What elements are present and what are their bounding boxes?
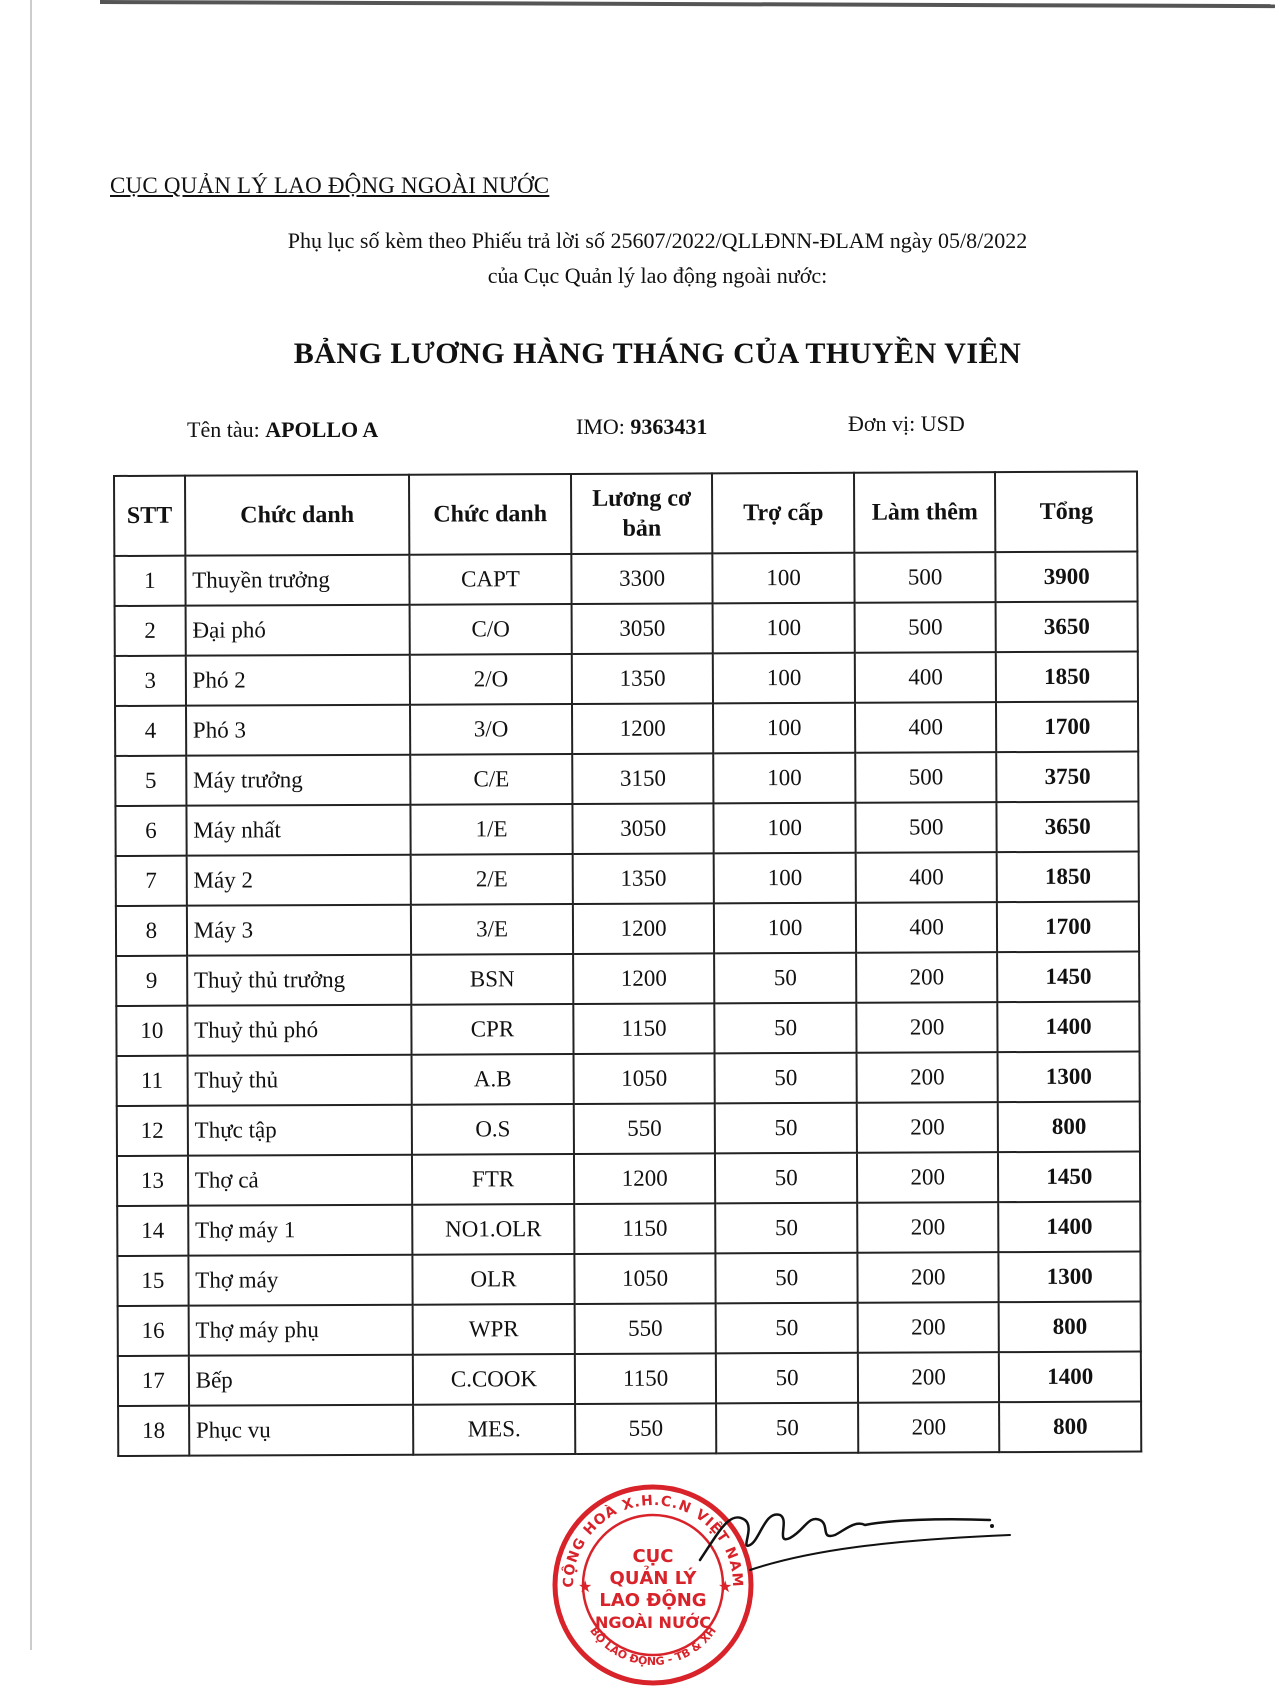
cell-total: 1400 [999,1202,1141,1253]
cell-title-code: 3/E [411,904,573,955]
cell-total: 3750 [997,752,1139,803]
cell-stt: 15 [117,1256,188,1306]
cell-base-salary: 3150 [572,753,714,804]
currency-unit [848,411,965,437]
cell-total: 1300 [999,1252,1141,1303]
cell-title-vi: Thợ máy 1 [188,1205,413,1256]
cell-title-vi: Phó 2 [186,655,411,706]
cell-title-code: C.COOK [413,1354,575,1405]
cell-allowance: 100 [714,803,856,854]
table-row [116,1002,1139,1056]
svg-text:★: ★ [718,1577,733,1596]
cell-total: 800 [998,1102,1140,1153]
cell-stt: 13 [117,1156,188,1206]
header-total: Tổng [995,472,1137,553]
cell-stt: 17 [118,1356,189,1406]
header-title-code: Chức danh [409,474,571,555]
cell-base-salary: 3300 [571,553,713,604]
cell-allowance: 50 [715,1103,857,1154]
cell-overtime: 200 [858,1352,1000,1403]
header-overtime: Làm thêm [854,472,996,553]
cell-base-salary: 1200 [573,903,715,954]
cell-overtime: 200 [856,952,998,1003]
svg-text:CỘNG HOÀ X.H.C.N VIỆT NAM: CỘNG HOÀ X.H.C.N VIỆT NAM [560,1492,746,1588]
cell-stt: 3 [115,656,186,706]
cell-stt: 12 [117,1106,188,1156]
cell-stt: 8 [116,906,187,956]
cell-title-code: 2/E [411,854,573,905]
cell-stt: 11 [117,1056,188,1106]
cell-total: 800 [999,1302,1141,1353]
cell-allowance: 100 [713,653,855,704]
unit-label: Đơn vị: [848,411,916,436]
cell-overtime: 400 [855,702,997,753]
cell-allowance: 50 [716,1253,858,1304]
table-row [115,652,1138,706]
cell-stt: 14 [117,1206,188,1256]
cell-total: 1400 [998,1002,1140,1053]
cell-title-code: OLR [413,1254,575,1305]
cell-title-code: O.S [412,1104,574,1155]
header-title-vi: Chức danh [185,475,410,556]
table-row [117,1202,1140,1256]
header-allowance: Trợ cấp [712,473,854,554]
cell-title-code: WPR [413,1304,575,1355]
cell-title-code: 3/O [410,704,572,755]
cell-stt: 5 [115,756,186,806]
ship-label: Tên tàu: [187,417,260,442]
cell-stt: 4 [115,706,186,756]
cell-base-salary: 550 [575,1403,717,1454]
cell-stt: 9 [116,956,187,1006]
ship-value: APOLLO A [265,417,379,442]
handwritten-signature [690,1490,1020,1580]
cell-allowance: 50 [716,1403,858,1454]
cell-title-vi: Bếp [189,1355,414,1406]
cell-stt: 1 [114,556,185,606]
cell-title-code: FTR [412,1154,574,1205]
cell-overtime: 200 [858,1302,1000,1353]
cell-overtime: 500 [855,752,997,803]
svg-text:★: ★ [578,1577,593,1596]
cell-overtime: 500 [854,552,996,603]
table-row [117,1152,1140,1206]
cell-allowance: 50 [716,1353,858,1404]
ship-name [187,417,378,443]
cell-overtime: 400 [855,652,997,703]
cell-title-vi: Thuyền trưởng [185,555,410,606]
cell-title-vi: Thực tập [188,1105,413,1156]
table-row [118,1302,1141,1356]
cell-total: 1850 [997,852,1139,903]
cell-title-vi: Phó 3 [186,705,411,756]
cell-allowance: 50 [715,1003,857,1054]
cell-allowance: 50 [715,1053,857,1104]
cell-total: 3900 [996,552,1138,603]
cell-base-salary: 1200 [573,953,715,1004]
cell-overtime: 500 [855,802,997,853]
cell-allowance: 100 [714,903,856,954]
cell-total: 3650 [997,802,1139,853]
cell-total: 800 [999,1402,1141,1453]
cell-title-code: 1/E [411,804,573,855]
cell-overtime: 200 [857,1102,999,1153]
cell-stt: 10 [116,1006,187,1056]
cell-base-salary: 1150 [574,1203,716,1254]
cell-total: 1700 [997,902,1139,953]
cell-title-vi: Máy 3 [187,905,412,956]
svg-text:LAO ĐỘNG: LAO ĐỘNG [599,1590,707,1611]
cell-title-code: A.B [412,1054,574,1105]
cell-title-code: BSN [411,954,573,1005]
cell-stt: 18 [118,1406,189,1456]
cell-allowance: 100 [713,603,855,654]
cell-allowance: 100 [713,703,855,754]
cell-title-code: MES. [413,1404,575,1455]
cell-overtime: 200 [856,1052,998,1103]
cell-title-code: CPR [411,1004,573,1055]
cell-title-vi: Đại phó [185,605,410,656]
cell-base-salary: 1050 [574,1253,716,1304]
cell-allowance: 50 [715,1153,857,1204]
cell-overtime: 500 [854,602,996,653]
cell-overtime: 200 [858,1402,1000,1453]
cell-stt: 16 [118,1306,189,1356]
appendix-line-1: Phụ lục số kèm theo Phiếu trả lời số 25607/2022/QLLĐNN-ĐLAM ngày 05/8/2022 [287,228,1028,253]
table-row [118,1352,1141,1406]
cell-stt: 7 [116,856,187,906]
cell-title-vi: Máy 2 [186,855,411,906]
cell-base-salary: 550 [575,1303,717,1354]
cell-overtime: 200 [856,1002,998,1053]
imo-label: IMO: [576,414,625,439]
imo-value: 9363431 [630,414,708,439]
cell-base-salary: 550 [574,1103,716,1154]
cell-title-vi: Phục vụ [189,1405,414,1456]
cell-base-salary: 3050 [571,603,713,654]
cell-allowance: 50 [716,1303,858,1354]
svg-text:QUẢN LÝ: QUẢN LÝ [609,1568,697,1589]
cell-base-salary: 1350 [572,653,714,704]
table-row [115,752,1138,806]
document-title: BẢNG LƯƠNG HÀNG THÁNG CỦA THUYỀN VIÊN [293,337,1022,370]
cell-stt: 6 [115,806,186,856]
cell-allowance: 50 [716,1203,858,1254]
cell-base-salary: 1350 [573,853,715,904]
cell-title-code: C/O [410,604,572,655]
cell-title-vi: Thợ máy phụ [188,1305,413,1356]
table-row [115,802,1138,856]
cell-total: 1450 [998,1152,1140,1203]
agency-name: CỤC QUẢN LÝ LAO ĐỘNG NGOÀI NƯỚC [110,173,550,198]
cell-overtime: 200 [857,1252,999,1303]
cell-title-vi: Thuỷ thủ trưởng [187,955,412,1006]
table-header-row [114,472,1137,556]
table-row [115,702,1138,756]
table-row [116,902,1139,956]
cell-title-code: C/E [410,754,572,805]
cell-title-vi: Thuỷ thủ phó [187,1005,412,1056]
cell-overtime: 200 [857,1202,999,1253]
cell-total: 1850 [996,652,1138,703]
table-row [117,1102,1140,1156]
cell-allowance: 100 [714,853,856,904]
cell-title-code: NO1.OLR [412,1204,574,1255]
cell-title-vi: Thợ cả [188,1155,413,1206]
table-row [115,602,1138,656]
cell-total: 1700 [996,702,1138,753]
cell-total: 1450 [998,952,1140,1003]
cell-overtime: 200 [857,1152,999,1203]
cell-overtime: 400 [856,902,998,953]
svg-text:BỘ LAO ĐỘNG - TB & XH: BỘ LAO ĐỘNG - TB & XH [587,1624,719,1669]
cell-title-vi: Máy nhất [186,805,411,856]
cell-title-vi: Máy trưởng [186,755,411,806]
imo-number [576,414,707,440]
cell-total: 1400 [999,1352,1141,1403]
cell-allowance: 100 [713,553,855,604]
table-row [114,552,1137,606]
table-row [117,1052,1140,1106]
cell-total: 3650 [996,602,1138,653]
svg-text:NGOÀI NƯỚC: NGOÀI NƯỚC [594,1613,712,1632]
cell-allowance: 100 [714,753,856,804]
header-stt: STT [114,476,185,556]
table-row [118,1402,1141,1456]
cell-title-vi: Thợ máy [188,1255,413,1306]
table-row [116,952,1139,1006]
cell-overtime: 400 [856,852,998,903]
cell-stt: 2 [115,606,186,656]
table-body [114,552,1141,1456]
cell-title-code: CAPT [410,554,572,605]
cell-base-salary: 1200 [574,1153,716,1204]
cell-base-salary: 3050 [572,803,714,854]
table-row [117,1252,1140,1306]
cell-base-salary: 1050 [573,1053,715,1104]
unit-value: USD [920,411,965,436]
table-row [116,852,1139,906]
cell-base-salary: 1150 [575,1353,717,1404]
header-base-salary: Lương cơ bản [571,473,713,554]
cell-base-salary: 1200 [572,703,714,754]
cell-allowance: 50 [714,953,856,1004]
appendix-line-2: của Cục Quản lý lao động ngoài nước: [487,263,828,288]
salary-table [113,471,1142,1457]
svg-text:CỤC: CỤC [632,1546,674,1567]
cell-base-salary: 1150 [573,1003,715,1054]
cell-title-vi: Thuỷ thủ [187,1055,412,1106]
cell-total: 1300 [998,1052,1140,1103]
cell-title-code: 2/O [410,654,572,705]
